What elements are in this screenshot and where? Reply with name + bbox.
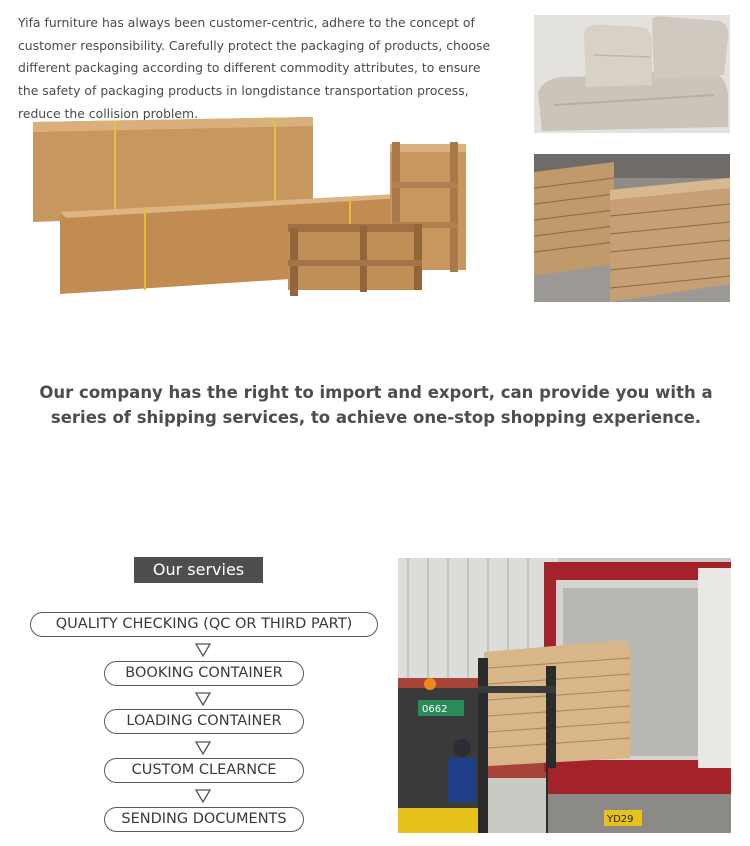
container-loading-photo <box>398 558 731 833</box>
step-quality-checking: QUALITY CHECKING (QC OR THIRD PART) <box>30 612 378 637</box>
down-arrow-icon <box>195 740 211 759</box>
step-booking-container: BOOKING CONTAINER <box>104 661 304 686</box>
intro-paragraph: Yifa furniture has always been customer-centric, adhere to the concept of customer responsibility. Carefully protect the packaging of products, choose different packaging according to different commodity attributes, to ensure the safety of packaging products in longdistance transportation process, reduce the collision problem. <box>18 15 491 121</box>
truck-plate: YD29 <box>607 814 634 825</box>
down-arrow-icon <box>195 788 211 807</box>
packed-cartons-photo <box>30 112 470 302</box>
step-loading-container: LOADING CONTAINER <box>104 709 304 734</box>
foam-wrapped-photo <box>534 15 730 133</box>
step-custom-clearance: CUSTOM CLEARNCE <box>104 758 304 783</box>
import-export-headline: Our company has the right to import and export, can provide you with a series of shipping services, to achieve one-stop shopping experience. <box>39 383 713 427</box>
down-arrow-icon <box>195 691 211 710</box>
stacked-boards-photo <box>534 154 730 302</box>
services-title: Our servies <box>134 557 263 583</box>
forklift-plate: 0662 <box>422 704 448 715</box>
down-arrow-icon <box>195 642 211 661</box>
step-sending-documents: SENDING DOCUMENTS <box>104 807 304 832</box>
